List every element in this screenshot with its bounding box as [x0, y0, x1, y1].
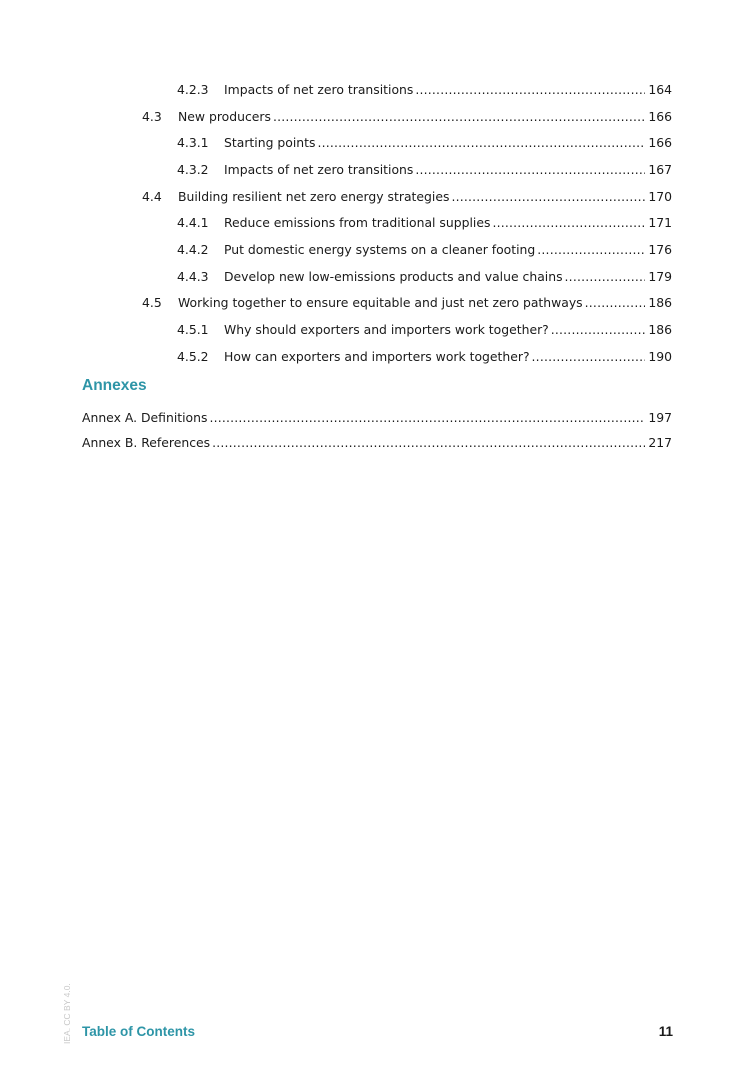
toc-entry-page: 186 [648, 322, 672, 337]
annex-entry[interactable] [82, 433, 672, 453]
toc-entry[interactable] [177, 267, 672, 287]
footer-section-title: Table of Contents [82, 1024, 195, 1039]
toc-entry-title: Why should exporters and importers work together? [224, 322, 549, 337]
toc-entry-number: 4.4.3 [177, 269, 209, 284]
toc-entry[interactable] [177, 347, 672, 367]
toc-entry-page: 166 [648, 135, 672, 150]
toc-entry-title: New producers [178, 109, 271, 124]
toc-dot-leader [273, 107, 645, 127]
annex-entry-title: Annex B. References [82, 435, 211, 450]
toc-entry-page: 167 [648, 162, 672, 177]
toc-entry-number: 4.5.1 [177, 322, 209, 337]
toc-entry-title: Put domestic energy systems on a cleaner footing [224, 242, 536, 257]
toc-entry-number: 4.5.2 [177, 349, 209, 364]
annex-entry-page: 217 [648, 435, 672, 450]
toc-dot-leader [585, 293, 646, 313]
annexes-heading: Annexes [82, 377, 147, 394]
toc-entry[interactable] [177, 240, 672, 260]
annex-entry-page: 197 [648, 410, 672, 425]
toc-dot-leader [551, 320, 646, 340]
toc-dot-leader [565, 267, 646, 287]
toc-entry[interactable] [177, 160, 672, 180]
toc-entry-title: Starting points [224, 135, 316, 150]
toc-entry-page: 171 [648, 215, 672, 230]
toc-entry-title: Working together to ensure equitable and just net zero pathways [178, 295, 583, 310]
toc-entry[interactable] [142, 293, 672, 313]
annex-entry-title: Annex A. Definitions [82, 410, 208, 425]
toc-entry-number: 4.3.1 [177, 135, 209, 150]
toc-entry-title: Building resilient net zero energy strategies [178, 189, 450, 204]
toc-entry[interactable] [142, 187, 672, 207]
footer-page-number: 11 [658, 1024, 673, 1039]
toc-dot-leader [532, 347, 646, 367]
toc-dot-leader [415, 160, 645, 180]
toc-entry-page: 190 [648, 349, 672, 364]
license-text: IEA. CC BY 4.0. [62, 983, 72, 1044]
toc-dot-leader [451, 187, 645, 207]
toc-entry-number: 4.2.3 [177, 82, 209, 97]
toc-entry-title: Impacts of net zero transitions [224, 162, 414, 177]
toc-dot-leader [537, 240, 645, 260]
toc-entry-page: 166 [648, 109, 672, 124]
toc-dot-leader [212, 433, 645, 453]
toc-entry-number: 4.3 [142, 109, 162, 124]
toc-entry[interactable] [142, 107, 672, 127]
toc-entry-number: 4.5 [142, 295, 162, 310]
toc-entry-page: 179 [648, 269, 672, 284]
toc-entry-title: Reduce emissions from traditional supplies [224, 215, 491, 230]
toc-entry[interactable] [177, 133, 672, 153]
toc-dot-leader [209, 408, 645, 428]
toc-entry-page: 176 [648, 242, 672, 257]
toc-dot-leader [317, 133, 645, 153]
toc-entry[interactable] [177, 213, 672, 233]
annex-entry[interactable] [82, 408, 672, 428]
toc-entry[interactable] [177, 80, 672, 100]
toc-entry[interactable] [177, 320, 672, 340]
toc-entry-page: 170 [648, 189, 672, 204]
toc-entry-number: 4.3.2 [177, 162, 209, 177]
toc-entry-title: Impacts of net zero transitions [224, 82, 414, 97]
toc-entry-page: 186 [648, 295, 672, 310]
toc-entry-title: Develop new low-emissions products and value chains [224, 269, 563, 284]
toc-entry-page: 164 [648, 82, 672, 97]
toc-entry-title: How can exporters and importers work together? [224, 349, 530, 364]
toc-dot-leader [415, 80, 645, 100]
toc-entry-number: 4.4.2 [177, 242, 209, 257]
toc-entry-number: 4.4 [142, 189, 162, 204]
toc-entry-number: 4.4.1 [177, 215, 209, 230]
toc-dot-leader [492, 213, 645, 233]
